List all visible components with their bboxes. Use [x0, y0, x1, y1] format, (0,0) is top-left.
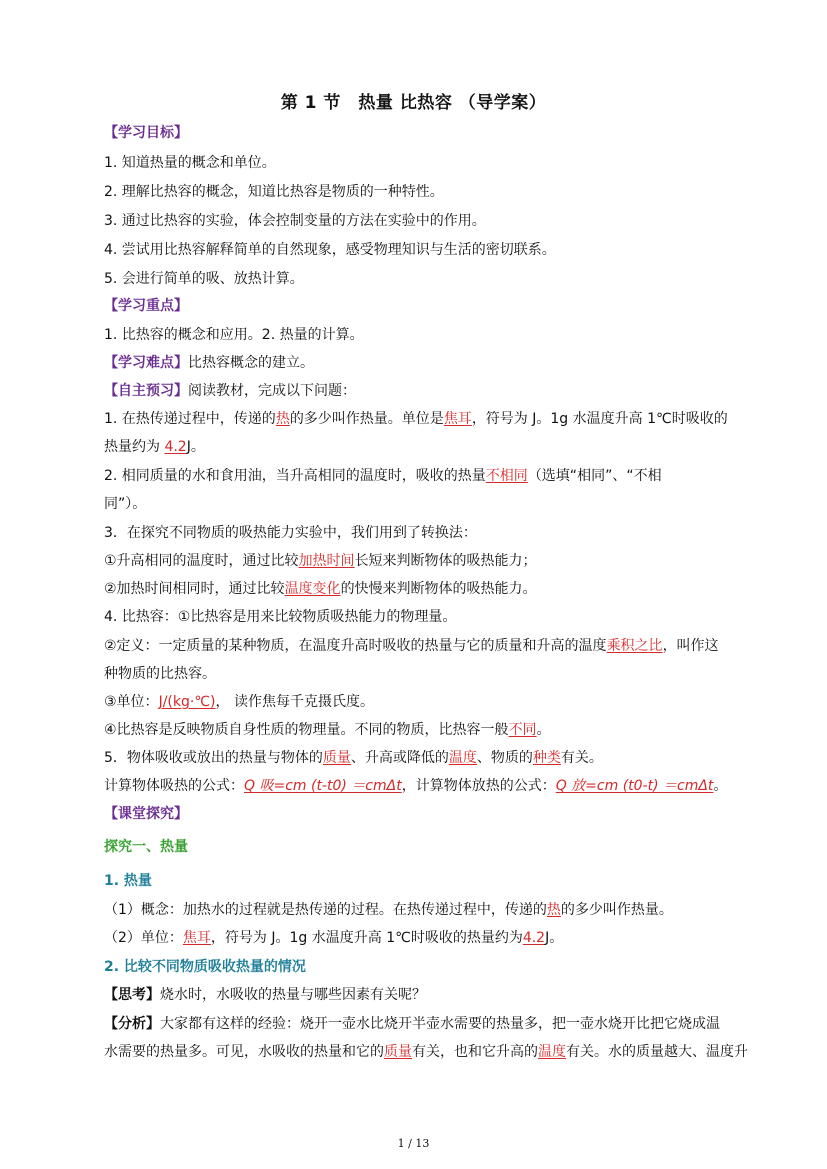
text: 的快慢来判断物体的吸热能力。 [340, 581, 537, 597]
text: ，计算物体放热的公式： [401, 778, 556, 794]
explore-concept [104, 901, 673, 919]
text: 。 [713, 778, 728, 794]
formula-answer: Q 放=cm (t0-t) ＝cmΔt [555, 778, 714, 794]
preview-line [104, 382, 356, 400]
preview-q4-2-cont: 种物质的比热容。 [104, 666, 216, 682]
preview-q1 [104, 410, 728, 428]
objective-item: 2. 理解比热容的概念，知道比热容是物质的一种特性。 [104, 184, 444, 200]
answer-blank: 温度 [538, 1044, 566, 1060]
preview-q1-cont [104, 438, 205, 456]
answer-blank: 不同 [508, 722, 537, 738]
objectives-heading: 【学习目标】 [104, 125, 188, 141]
page-title: 第 1 节 热量 比热容 （导学案） [280, 93, 547, 113]
formula-answer: Q 吸=cm (t-t0) ＝cmΔt [244, 778, 402, 794]
text: J。 [186, 439, 205, 455]
explore-unit [104, 929, 563, 947]
preview-q5 [104, 749, 603, 767]
objective-item: 4. 尝试用比热容解释简单的自然现象，感受物理知识与生活的密切联系。 [104, 242, 556, 258]
objective-item: 1. 知道热量的概念和单位。 [104, 155, 276, 171]
text: （1）概念：加热水的过程就是热传递的过程。在热传递过程中，传递的 [104, 902, 547, 918]
answer-blank: 温度 [448, 750, 477, 766]
preview-heading: 【自主预习】 [104, 383, 188, 399]
objective-item: 5. 会进行简单的吸、放热计算。 [104, 271, 304, 287]
text: ， 读作焦每千克摄氏度。 [215, 694, 374, 710]
text: 热量约为 [104, 439, 160, 455]
text: ④比热容是反映物质自身性质的物理量。不同的物质，比热容一般 [104, 722, 509, 738]
answer-blank: 焦耳 [443, 411, 472, 427]
answer-blank: 焦耳 [182, 930, 211, 946]
answer-blank: 不相同 [485, 468, 528, 484]
text: 。 [536, 722, 551, 738]
analysis-line [104, 1015, 720, 1033]
answer-blank: 4.2 [164, 439, 187, 455]
text: 5．物体吸收或放出的热量与物体的 [104, 750, 323, 766]
text: 1. 在热传递过程中，传递的 [104, 411, 276, 427]
text: 有关。水的质量越大、温度升 [566, 1044, 748, 1060]
answer-blank: 热 [546, 902, 561, 918]
keypoints-text: 1. 比热容的概念和应用。2. 热量的计算。 [104, 327, 364, 343]
text: 的多少叫作热量。 [560, 902, 673, 918]
text: 2. 相同质量的水和食用油，当升高相同的温度时，吸收的热量 [104, 468, 486, 484]
answer-blank: 种类 [532, 750, 561, 766]
difficulty-heading: 【学习难点】 [104, 355, 188, 371]
preview-calc [104, 777, 727, 795]
text: 有关，也和它升高的 [412, 1044, 538, 1060]
explore-heading: 【课堂探究】 [104, 806, 188, 822]
think-label: 【思考】 [104, 987, 160, 1003]
preview-q3-2 [104, 580, 537, 598]
preview-q2-cont: 同”）。 [104, 496, 147, 512]
text: ①升高相同的温度时，通过比较 [104, 553, 299, 569]
text: 有关。 [560, 750, 603, 766]
keypoints-heading: 【学习重点】 [104, 298, 188, 314]
preview-q3: 3．在探究不同物质的吸热能力实验中，我们用到了转换法： [104, 525, 477, 541]
explore-sub-2: 2. 比较不同物质吸收热量的情况 [104, 959, 306, 975]
preview-q4: 4. 比热容：①比热容是用来比较物质吸热能力的物理量。 [104, 609, 457, 625]
text: 烧水时，水吸收的热量与哪些因素有关呢？ [160, 987, 426, 1003]
text: ②定义：一定质量的某种物质，在温度升高时吸收的热量与它的质量和升高的温度 [104, 638, 607, 654]
preview-intro: 阅读教材，完成以下问题： [188, 383, 356, 399]
analysis-label: 【分析】 [104, 1016, 160, 1032]
answer-blank: 加热时间 [298, 553, 355, 569]
answer-blank: 温度变化 [284, 581, 341, 597]
answer-blank: 乘积之比 [606, 638, 663, 654]
text: 、物质的 [476, 750, 533, 766]
text: J。 [545, 930, 564, 946]
text: （选填“相同”、“不相 [527, 468, 662, 484]
text: ，符号为 J。1g 水温度升高 1℃时吸收的 [471, 411, 728, 427]
answer-blank: 4.2 [522, 930, 546, 946]
text: ③单位： [104, 694, 159, 710]
text: 的多少叫作热量。单位是 [289, 411, 444, 427]
think-line [104, 986, 426, 1004]
preview-q4-2 [104, 637, 719, 655]
text: ，叫作这 [662, 638, 719, 654]
answer-blank: 质量 [322, 750, 351, 766]
answer-blank: 质量 [384, 1044, 412, 1060]
text: （2）单位： [104, 930, 183, 946]
preview-q4-3 [104, 693, 374, 711]
preview-q3-1 [104, 552, 537, 570]
text: ②加热时间相同时，通过比较 [104, 581, 285, 597]
analysis-line-2 [104, 1043, 748, 1061]
objective-item: 3. 通过比热容的实验，体会控制变量的方法在实验中的作用。 [104, 213, 486, 229]
text: 计算物体吸热的公式： [104, 778, 244, 794]
answer-blank: J/(kg·℃) [158, 694, 216, 710]
difficulty-line [104, 354, 314, 372]
preview-q4-4 [104, 721, 551, 739]
preview-q2 [104, 467, 662, 485]
answer-blank: 热 [275, 411, 290, 427]
text: 大家都有这样的经验：烧开一壶水比烧开半壶水需要的热量多，把一壶水烧开比把它烧成温 [160, 1016, 720, 1032]
text: 、升高或降低的 [350, 750, 449, 766]
difficulty-text: 比热容概念的建立。 [188, 355, 314, 371]
explore-sub-1: 1. 热量 [104, 873, 152, 889]
explore-section-1: 探究一、热量 [104, 839, 188, 855]
page-number: 1 / 13 [397, 1137, 430, 1150]
text: ，符号为 J。1g 水温度升高 1℃时吸收的热量约为 [210, 930, 523, 946]
text: 水需要的热量多。可见，水吸收的热量和它的 [104, 1044, 384, 1060]
text: 长短来判断物体的吸热能力； [354, 553, 537, 569]
